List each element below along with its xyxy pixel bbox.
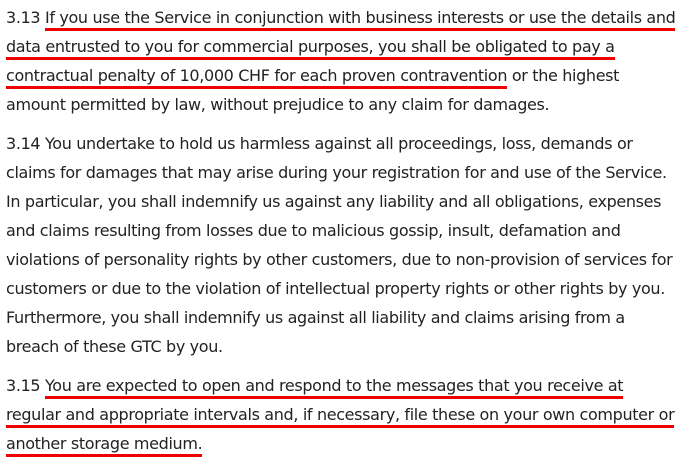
clause-line — [6, 90, 698, 119]
clause-line: Furthermore, you shall indemnify us against all liability and claims arising from a — [6, 308, 625, 327]
clause-line — [6, 371, 698, 400]
clause-line — [6, 3, 698, 32]
highlighted-text: If you use the Service in conjunction with business interests or use the details and — [45, 8, 676, 31]
clause-3-15 — [6, 371, 698, 458]
clause-line — [6, 429, 698, 458]
clause-line: violations of personality rights by other customers, due to non-provision of services for — [6, 250, 673, 269]
plain-text: You undertake to hold us harmless against all proceedings, loss, demands or — [44, 134, 633, 153]
highlighted-text: data entrusted to you for commercial purposes, you shall be obligated to pay a — [6, 37, 615, 60]
clause-line — [6, 129, 698, 158]
clause-number: 3.14 — [6, 134, 41, 153]
plain-text: or the highest — [507, 66, 620, 85]
highlighted-text: regular and appropriate intervals and, if necessary, file these on your own computer or — [6, 405, 674, 428]
clause-number: 3.15 — [6, 376, 41, 395]
clause-number: 3.13 — [6, 8, 41, 27]
clause-line: breach of these GTC by you. — [6, 337, 223, 356]
plain-text: amount permitted by law, without prejudice to any claim for damages. — [6, 95, 550, 114]
clause-line — [6, 400, 698, 429]
clause-line — [6, 61, 698, 90]
highlighted-text: You are expected to open and respond to the messages that you receive at — [45, 376, 623, 399]
clause-3-14 — [6, 129, 698, 361]
clause-line: customers or due to the violation of intellectual property rights or other rights by you. — [6, 279, 665, 298]
clause-line: In particular, you shall indemnify us against any liability and all obligations, expenses — [6, 192, 662, 211]
clause-line — [6, 32, 698, 61]
clause-3-13 — [6, 3, 698, 119]
highlighted-text: contractual penalty of 10,000 CHF for each proven contravention — [6, 66, 507, 89]
terms-document — [6, 3, 698, 468]
clause-line: and claims resulting from losses due to malicious gossip, insult, defamation and — [6, 221, 621, 240]
clause-line: claims for damages that may arise during your registration for and use of the Service. — [6, 163, 667, 182]
highlighted-text: another storage medium. — [6, 434, 202, 457]
